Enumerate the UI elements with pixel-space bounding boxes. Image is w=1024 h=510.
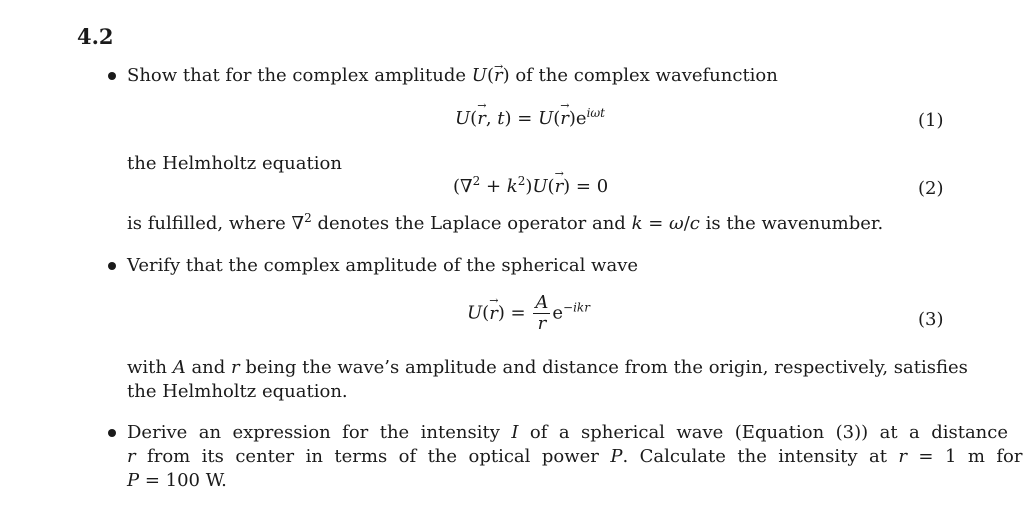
bullet-3-line-3: P = 100 W.: [127, 470, 227, 491]
equation-2: $(\nabla^2 + k^2)U(\to r) = 0$: [453, 176, 608, 197]
bullet-3-line-1: Derive an expression for the intensity I of a spherical wave (Equation (3)) at a distance: [127, 422, 1009, 443]
bullet-2-line-1: Verify that the complex amplitude of the spherical wave: [127, 255, 639, 276]
equation-2-number: (2): [918, 178, 944, 199]
section-number: 4.2: [77, 24, 114, 49]
with-text-2: the Helmholtz equation.: [127, 381, 348, 402]
equation-3: U(→ r) = $\frac{A}{r}$ $e^{-ikr}$: [467, 293, 590, 334]
bullet-marker: [108, 262, 116, 270]
bullet-3-line-2: r from its center in terms of the optical power P. Calculate the intensity at r = 1 m for: [127, 446, 1023, 467]
equation-3-number: (3): [918, 309, 944, 330]
with-text-1: with A and r being the wave’s amplitude and distance from the origin, respectively, satisfies: [127, 357, 968, 378]
helmholtz-intro: the Helmholtz equation: [127, 153, 342, 174]
equation-1-number: (1): [918, 110, 944, 131]
bullet-marker: [108, 429, 116, 437]
bullet-1-line-1: Show that for the complex amplitude U(→ r) of the complex wavefunction: [127, 64, 778, 88]
fulfilled-text: is fulfilled, where ∇$^2$ denotes the Laplace operator and k = ω/c is the wavenumber.: [127, 211, 884, 234]
equation-1: U(→ r, $t) = U(\to r)e^{i\omega t}$: [455, 108, 605, 129]
bullet-marker: [108, 72, 116, 80]
